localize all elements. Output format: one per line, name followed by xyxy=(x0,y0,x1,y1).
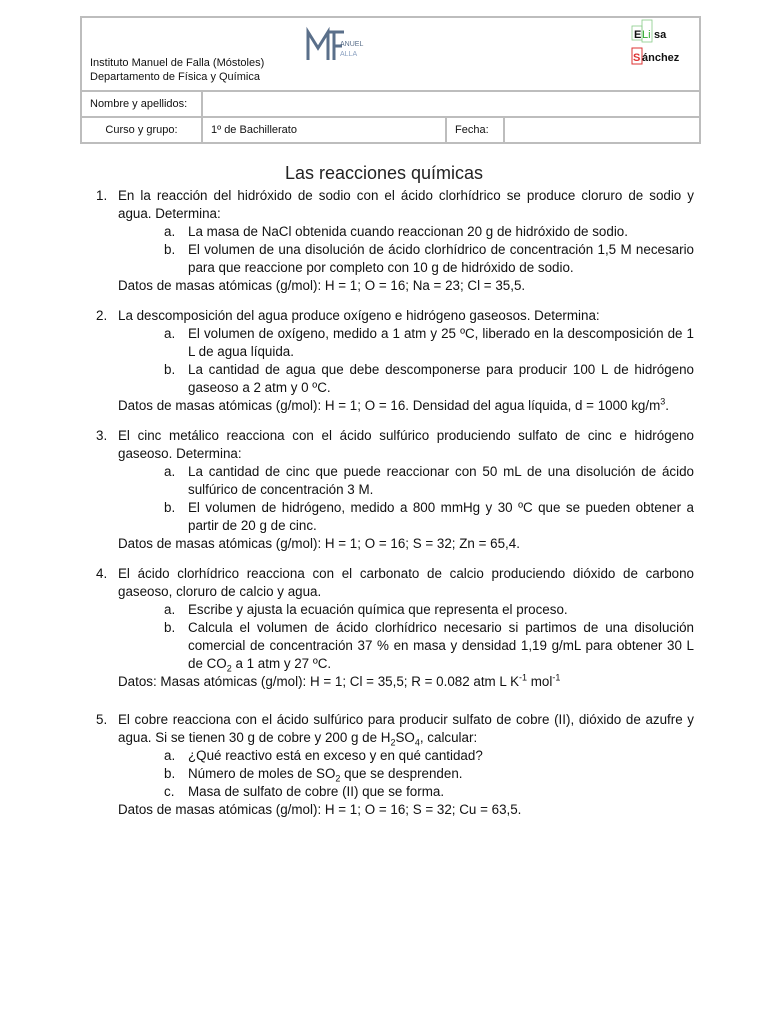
question-data: Datos de masas atómicas (g/mol): H = 1; O = 16; Na = 23; Cl = 35,5. xyxy=(118,278,526,293)
page-title: Las reacciones químicas xyxy=(284,163,484,183)
question-1 xyxy=(96,187,694,295)
question-text: El cinc metálico reacciona con el ácido sulfúrico produciendo sulfato de cinc e hidrógeno gaseoso. Determina: xyxy=(118,428,694,461)
department-name: Departamento de Física y Química xyxy=(90,71,260,83)
question-number: 1. xyxy=(96,188,108,203)
question-2 xyxy=(96,307,694,415)
question-number: 5. xyxy=(96,712,108,727)
logo-letter-s: S xyxy=(633,52,641,64)
subquestion-b: b. El volumen de hidrógeno, medido a 800 mmHg y 30 ºC que se pueden obtener a partir de 20 g de cinc. xyxy=(164,500,694,533)
school-logo xyxy=(304,26,374,66)
institution-cell xyxy=(81,17,700,91)
question-4 xyxy=(96,565,694,691)
question-text: La descomposición del agua produce oxígeno e hidrógeno gaseosos. Determina: xyxy=(118,308,600,323)
logo-letters-sa: sa xyxy=(654,29,667,41)
course-label: Curso y grupo: xyxy=(105,124,178,136)
question-data: Datos de masas atómicas (g/mol): H = 1; O = 16; S = 32; Cu = 63,5. xyxy=(118,802,522,817)
date-label: Fecha: xyxy=(455,124,489,136)
name-field[interactable] xyxy=(202,91,700,117)
subquestion-b: b. Número de moles de $SO_2$ que se desprenden. xyxy=(164,766,463,784)
question-text: El cobre reacciona con el ácido sulfúrico para producir sulfato de cobre (II), dióxido de azufre y agua. Si se tienen 30 g de cobre y 200 g de $H_2SO_4$, calcular: xyxy=(118,712,694,748)
course-label-cell xyxy=(81,117,202,143)
question-5 xyxy=(96,711,694,819)
name-label: Nombre y apellidos: xyxy=(90,98,188,110)
logo-letter-e: E xyxy=(634,29,642,41)
date-label-cell xyxy=(446,117,504,143)
question-number: 4. xyxy=(96,566,108,581)
logo-letters-anchez: ánchez xyxy=(642,52,680,64)
subquestion-a: a. La masa de NaCl obtenida cuando reaccionan 20 g de hidróxido de sodio. xyxy=(164,224,628,239)
subquestion-a: a. ¿Qué reactivo está en exceso y en qué cantidad? xyxy=(164,748,483,763)
question-number: 3. xyxy=(96,428,108,443)
date-field[interactable] xyxy=(504,117,700,143)
course-value: 1º de Bachillerato xyxy=(211,124,297,136)
logo-mf-text2: ALLA xyxy=(340,51,358,58)
question-data: Datos de masas atómicas (g/mol): H = 1; O = 16. Densidad del agua líquida, d = 1000 $kg/m^3$. xyxy=(118,396,669,413)
subquestion-b: b. El volumen de una disolución de ácido clorhídrico de concentración 1,5 M necesario para que reaccione por completo con 10 g de hidróxido de sodio. xyxy=(164,242,694,275)
subquestion-b: b. La cantidad de agua que debe descomponerse para producir 100 L de hidrógeno gaseoso a 2 atm y 0 ºC. xyxy=(164,362,694,395)
question-text: El ácido clorhídrico reacciona con el carbonato de calcio produciendo dióxido de carbono gaseoso, cloruro de calcio y agua. xyxy=(118,566,694,599)
logo-mf-text: ANUEL xyxy=(340,41,364,48)
subquestion-a: a. La cantidad de cinc que puede reaccionar con 50 mL de una disolución de ácido sulfúrico de concentración 3 M. xyxy=(164,464,694,497)
subquestion-a: a. El volumen de oxígeno, medido a 1 atm y 25 ºC, liberado en la descomposición de 1 L de agua líquida. xyxy=(164,326,694,359)
school-name: Instituto Manuel de Falla (Móstoles) xyxy=(90,57,265,69)
header-table xyxy=(80,16,701,146)
subquestion-a: a. Escribe y ajusta la ecuación química que representa el proceso. xyxy=(164,602,568,617)
subquestion-b: b. Calcula el volumen de ácido clorhídrico necesario si partimos de una disolución comercial de concentración 37 % en masa y densidad 1,19 g/mL para obtener 30 L de $CO_2$ a 1 atm y 27 ºC. xyxy=(164,620,694,674)
course-field[interactable] xyxy=(202,117,446,143)
exercise-list xyxy=(96,187,694,831)
logo-letters-li: Li xyxy=(642,29,651,41)
question-text: En la reacción del hidróxido de sodio con el ácido clorhídrico se produce cloruro de sodio y agua. Determina: xyxy=(118,188,694,221)
name-label-cell xyxy=(81,91,202,117)
author-logo xyxy=(630,18,690,72)
question-data: Datos: Masas atómicas (g/mol): H = 1; Cl = 35,5; R = 0.082 atm L $K^{-1}$ mol$^{-1}$ xyxy=(118,672,561,689)
question-number: 2. xyxy=(96,308,108,323)
question-3 xyxy=(96,427,694,553)
question-data: Datos de masas atómicas (g/mol): H = 1; O = 16; S = 32; Zn = 65,4. xyxy=(118,536,520,551)
subquestion-c: c. Masa de sulfato de cobre (II) que se forma. xyxy=(164,784,445,799)
